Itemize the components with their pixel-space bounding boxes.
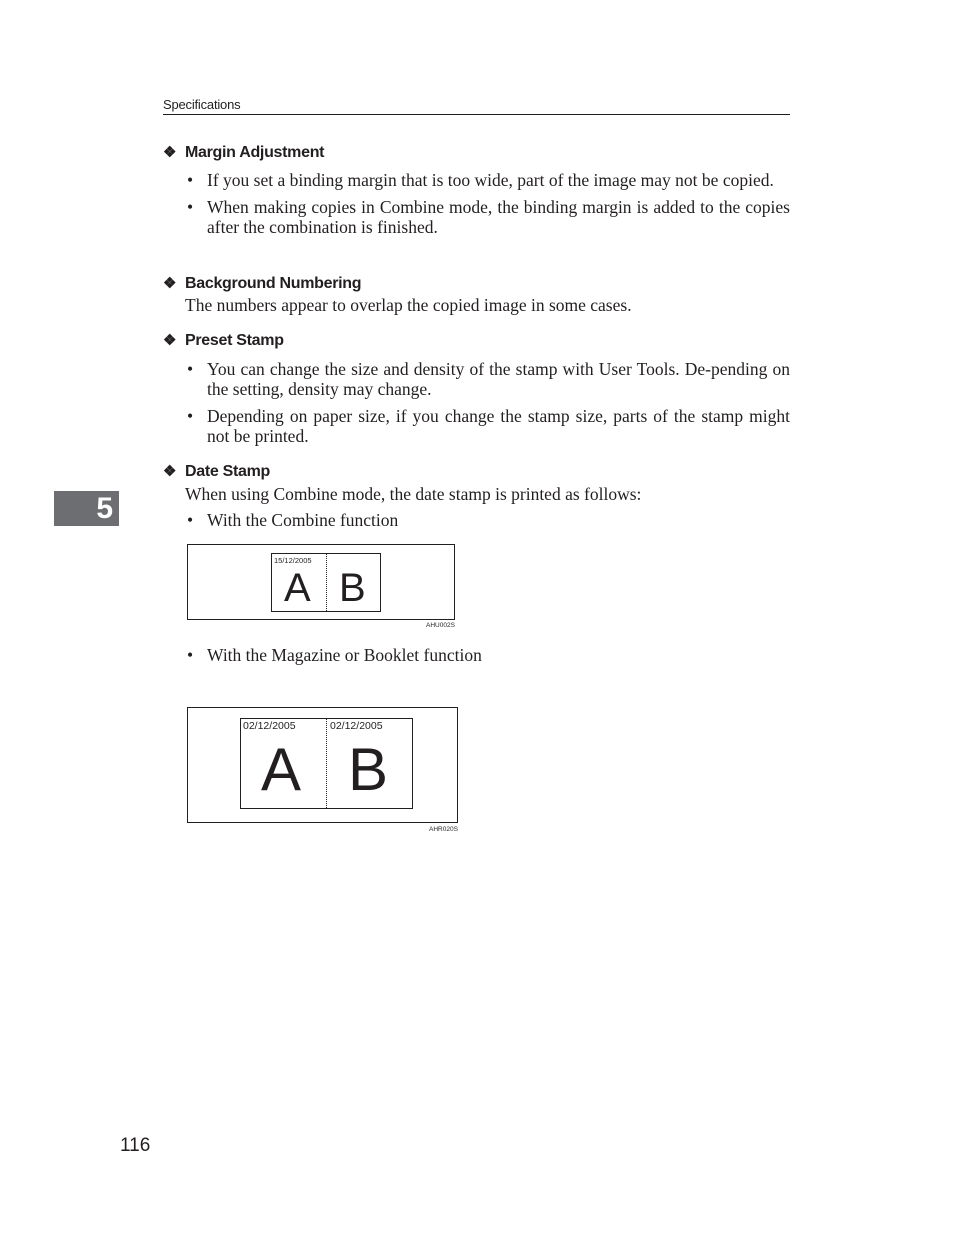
sheet-divider — [326, 719, 327, 808]
figure-combine — [187, 544, 455, 620]
bullet-magazine — [163, 645, 790, 665]
copy-sheet — [240, 718, 413, 809]
diamond-bullet-icon: ❖ — [163, 144, 177, 161]
list-item: • Depending on paper size, if you change the stamp size, parts of the stamp might not be printed. — [207, 406, 790, 446]
running-header: Specifications — [163, 96, 790, 115]
heading-text: Date Stamp — [185, 463, 271, 480]
heading-text: Background Numbering — [185, 275, 362, 292]
chapter-tab: 5 — [54, 491, 119, 526]
section-background-numbering — [163, 274, 790, 315]
sheet-divider — [326, 554, 327, 611]
page-letter-b: B — [339, 566, 366, 610]
page-number: 116 — [120, 1135, 151, 1156]
heading-text: Preset Stamp — [185, 332, 284, 349]
section-heading — [163, 274, 790, 294]
bullet-list — [163, 510, 790, 530]
figure-magazine-booklet — [187, 707, 458, 823]
list-item: • You can change the size and density of the stamp with User Tools. De-pending on the setting, density may change. — [207, 359, 790, 399]
paragraph: The numbers appear to overlap the copied image in some cases. — [185, 295, 632, 315]
page-letter-b: B — [348, 736, 389, 803]
section-date-stamp — [163, 462, 790, 530]
heading-text: Margin Adjustment — [185, 144, 325, 161]
date-stamp-left: 02/12/2005 — [243, 720, 296, 732]
date-stamp-right: 02/12/2005 — [330, 720, 383, 732]
diamond-bullet-icon: ❖ — [163, 332, 177, 349]
section-heading — [163, 331, 790, 351]
bullet-list — [163, 170, 790, 237]
section-heading — [163, 143, 790, 163]
figure-code: AHU002S — [426, 622, 455, 629]
section-preset-stamp — [163, 331, 790, 446]
section-heading — [163, 462, 790, 482]
list-item: • With the Combine function — [207, 510, 790, 530]
list-item: • If you set a binding margin that is too wide, part of the image may not be copied. — [207, 170, 790, 190]
page-letter-a: A — [261, 736, 302, 803]
page-letter-a: A — [284, 566, 311, 610]
paragraph: When using Combine mode, the date stamp is printed as follows: — [185, 484, 642, 504]
list-item: • With the Magazine or Booklet function — [207, 645, 790, 665]
bullet-list — [163, 359, 790, 446]
bullet-list — [163, 645, 790, 665]
figure-code: AHR020S — [429, 826, 458, 833]
copy-sheet — [271, 553, 381, 612]
date-stamp: 15/12/2005 — [274, 556, 312, 565]
list-item: • When making copies in Combine mode, the binding margin is added to the copies after the combination is finished. — [207, 197, 790, 237]
diamond-bullet-icon: ❖ — [163, 463, 177, 480]
diamond-bullet-icon: ❖ — [163, 275, 177, 292]
section-margin-adjustment — [163, 143, 790, 237]
